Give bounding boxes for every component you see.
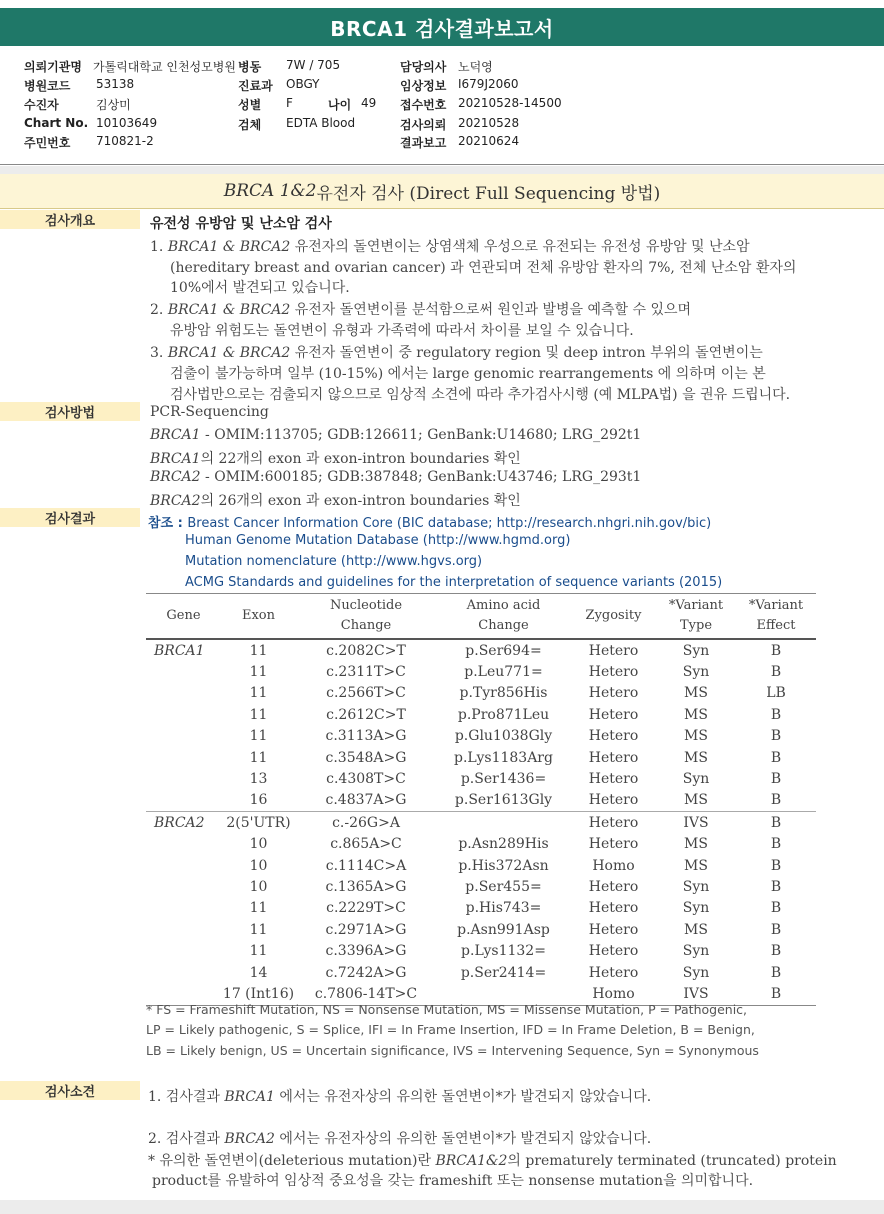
- cell-variant-type: MS: [684, 792, 708, 809]
- cell-zygosity: Hetero: [588, 728, 639, 745]
- test-title: [0, 174, 884, 209]
- cell-exon: 17 (Int16): [221, 983, 296, 1005]
- cell-variant-type: MS: [684, 857, 708, 874]
- cell-nucleotide-change: c.-26G>A: [296, 812, 436, 834]
- cell-exon: 11: [249, 728, 268, 745]
- cell-amino-acid-change: p.Ser1436=: [460, 771, 547, 788]
- cell-variant-type: Syn: [682, 943, 710, 960]
- label-request-date: 검사의뢰: [400, 118, 447, 132]
- cell-variant-effect: B: [736, 983, 816, 1005]
- cell-exon: 11: [249, 900, 268, 917]
- value-request-date: 20210528: [458, 116, 520, 130]
- method-line-2: BRCA1 - OMIM:113705; GDB:126611; GenBank:U14680; LRG_292t1: [150, 427, 642, 443]
- column-header: Exon: [221, 594, 296, 640]
- cell-variant-effect: B: [770, 857, 782, 874]
- cell-variant-type: Syn: [682, 642, 710, 659]
- table-row: [146, 940, 816, 961]
- column-header: Gene: [146, 594, 221, 640]
- column-header: *Variant Effect: [736, 594, 816, 640]
- cell-exon: 11: [249, 642, 268, 659]
- reference-line-1: 참조 : Breast Cancer Information Core (BIC database; http://research.nhgri.nih.gov/bic): [148, 516, 712, 531]
- footnote-line-2: LP = Likely pathogenic, S = Splice, IFI = In Frame Insertion, IFD = In Frame Deletion, B = Benign,: [146, 1022, 755, 1037]
- cell-variant-type: MS: [684, 706, 708, 723]
- cell-amino-acid-change: p.His372Asn: [458, 857, 549, 874]
- label-report-date: 결과보고: [400, 136, 447, 150]
- cell-nucleotide-change: c.7242A>G: [325, 964, 407, 981]
- test-title-text: 유전자 검사 (Direct Full Sequencing 방법): [316, 183, 661, 204]
- value-clinical-info: I679J2060: [458, 77, 519, 91]
- cell-variant-effect: B: [770, 771, 782, 788]
- table-row: [146, 639, 816, 661]
- table-row: [146, 876, 816, 897]
- label-requesting-institution: 의뢰기관명: [24, 60, 82, 74]
- cell-amino-acid-change: p.Ser455=: [465, 878, 542, 895]
- cell-variant-type: Syn: [682, 964, 710, 981]
- column-header: *Variant Type: [656, 594, 736, 640]
- value-sex: F: [286, 96, 293, 110]
- cell-nucleotide-change: c.4308T>C: [326, 771, 406, 788]
- cell-variant-type: MS: [684, 921, 708, 938]
- cell-amino-acid-change: p.Ser2414=: [460, 964, 547, 981]
- cell-variant-effect: B: [770, 964, 782, 981]
- cell-gene: [146, 747, 221, 768]
- cell-variant-effect: B: [770, 664, 782, 681]
- cell-gene: [146, 962, 221, 983]
- cell-nucleotide-change: c.2566T>C: [326, 685, 406, 702]
- label-patient-name: 수진자: [24, 98, 59, 112]
- cell-zygosity: Hetero: [571, 812, 656, 834]
- cell-nucleotide-change: c.865A>C: [330, 836, 402, 853]
- value-accession-number: 20210528-14500: [458, 96, 562, 110]
- cell-zygosity: Hetero: [588, 642, 639, 659]
- section-gap: [0, 166, 884, 174]
- cell-exon: 11: [249, 943, 268, 960]
- method-line-3: BRCA1의 22개의 exon 과 exon-intron boundaries 확인: [150, 451, 521, 467]
- overview-heading: 유전성 유방암 및 난소암 검사: [150, 216, 332, 232]
- cell-nucleotide-change: c.3396A>G: [325, 943, 407, 960]
- cell-nucleotide-change: c.3113A>G: [325, 728, 407, 745]
- cell-gene: [146, 704, 221, 725]
- cell-gene: [146, 919, 221, 940]
- variant-table: [146, 593, 816, 1006]
- cell-exon: 10: [249, 857, 268, 874]
- cell-zygosity: Hetero: [588, 685, 639, 702]
- cell-variant-effect: B: [770, 836, 782, 853]
- opinion-note-2: product를 유발하여 임상적 중요성을 갖는 frameshift 또는 nonsense mutation을 의미합니다.: [152, 1173, 754, 1189]
- cell-zygosity: Hetero: [588, 749, 639, 766]
- cell-variant-type: Syn: [682, 664, 710, 681]
- table-row: [146, 768, 816, 789]
- cell-variant-effect: B: [770, 706, 782, 723]
- cell-zygosity: Hetero: [588, 900, 639, 917]
- section-label-result: 검사결과: [0, 508, 140, 527]
- cell-amino-acid-change: p.Lys1132=: [461, 943, 546, 960]
- value-patient-name: 김상미: [96, 98, 131, 112]
- cell-variant-type: Syn: [682, 900, 710, 917]
- cell-variant-effect: B: [770, 728, 782, 745]
- cell-variant-effect: B: [770, 642, 782, 659]
- label-specimen: 검체: [238, 118, 262, 132]
- cell-gene: [146, 768, 221, 789]
- overview-line-7: 검출이 불가능하며 일부 (10-15%) 에서는 large genomic rearrangements 에 의하며 이는 본: [170, 366, 766, 382]
- patient-info: [0, 50, 884, 162]
- table-header: [146, 594, 816, 640]
- cell-nucleotide-change: c.2311T>C: [326, 664, 406, 681]
- cell-variant-type: MS: [684, 728, 708, 745]
- cell-amino-acid-change: p.His743=: [465, 900, 542, 917]
- section-label-overview: 검사개요: [0, 210, 140, 229]
- divider: [0, 164, 884, 165]
- cell-amino-acid-change: p.Glu1038Gly: [454, 728, 553, 745]
- cell-amino-acid-change: p.Asn991Asp: [457, 921, 550, 938]
- cell-gene: [146, 834, 221, 855]
- cell-gene: BRCA2: [146, 812, 221, 834]
- cell-exon: 10: [249, 878, 268, 895]
- cell-gene: [146, 855, 221, 876]
- cell-exon: 11: [249, 685, 268, 702]
- overview-line-8: 검사법만으로는 검출되지 않으므로 임상적 소견에 따라 추가검사시행 (예 MLPA법) 을 권유 드립니다.: [170, 387, 791, 403]
- value-resident-number: 710821-2: [96, 134, 154, 148]
- cell-zygosity: Hetero: [588, 771, 639, 788]
- cell-variant-type: MS: [684, 836, 708, 853]
- overview-line-2: (hereditary breast and ovarian cancer) 과 연관되며 전체 유방암 환자의 7%, 전체 난소암 환자의: [170, 260, 797, 276]
- label-chart-no: Chart No.: [24, 116, 89, 130]
- overview-line-4: 2. BRCA1 & BRCA2 유전자 돌연변이를 분석함으로써 원인과 발병을 예측할 수 있으며: [150, 302, 692, 318]
- column-header: Zygosity: [571, 594, 656, 640]
- cell-variant-effect: B: [770, 749, 782, 766]
- value-requesting-institution: 가톨릭대학교 인천성모병원: [93, 60, 236, 74]
- overview-line-3: 10%에서 발견되고 있습니다.: [170, 280, 350, 296]
- value-specimen: EDTA Blood: [286, 116, 356, 130]
- value-physician: 노덕영: [458, 60, 493, 74]
- table-row: [146, 704, 816, 725]
- table-row: [146, 747, 816, 768]
- table-row: [146, 683, 816, 704]
- method-line-5: BRCA2의 26개의 exon 과 exon-intron boundaries 확인: [150, 493, 521, 509]
- cell-variant-type: Syn: [682, 878, 710, 895]
- cell-gene: [146, 940, 221, 961]
- cell-zygosity: Hetero: [588, 706, 639, 723]
- label-age: 나이: [328, 98, 352, 112]
- cell-variant-type: MS: [684, 685, 708, 702]
- cell-variant-effect: B: [770, 921, 782, 938]
- cell-variant-effect: B: [770, 943, 782, 960]
- cell-gene: [146, 898, 221, 919]
- table-row: [146, 834, 816, 855]
- cell-variant-effect: B: [770, 900, 782, 917]
- table-row: [146, 661, 816, 682]
- cell-nucleotide-change: c.7806-14T>C: [296, 983, 436, 1005]
- cell-exon: 10: [249, 836, 268, 853]
- overview-line-1: 1. BRCA1 & BRCA2 유전자의 돌연변이는 상염색체 우성으로 유전되는 유전성 유방암 및 난소암: [150, 239, 750, 255]
- table-row: [146, 790, 816, 812]
- column-header: Amino acid Change: [436, 594, 571, 640]
- cell-variant-effect: B: [770, 792, 782, 809]
- cell-exon: 14: [249, 964, 268, 981]
- cell-zygosity: Homo: [592, 857, 635, 874]
- page-bottom: [0, 1200, 884, 1214]
- cell-exon: 16: [249, 792, 268, 809]
- table-row: [146, 855, 816, 876]
- opinion-line-2: 2. 검사결과 BRCA2 에서는 유전자상의 유의한 돌연변이*가 발견되지 않았습니다.: [148, 1131, 652, 1147]
- table-row: [146, 812, 816, 834]
- overview-line-5: 유방암 위험도는 돌연변이 유형과 가족력에 따라서 차이를 보일 수 있습니다.: [170, 323, 634, 339]
- cell-zygosity: Hetero: [588, 943, 639, 960]
- report-title: BRCA1 검사결과보고서: [0, 8, 884, 46]
- cell-amino-acid-change: p.Asn289His: [458, 836, 549, 853]
- label-ward: 병동: [238, 60, 262, 74]
- cell-amino-acid-change: p.Ser694=: [465, 642, 542, 659]
- reference-line-4: ACMG Standards and guidelines for the interpretation of sequence variants (2015): [185, 575, 723, 590]
- cell-nucleotide-change: c.1114C>A: [325, 857, 407, 874]
- cell-nucleotide-change: c.2229T>C: [326, 900, 406, 917]
- cell-variant-type: IVS: [656, 812, 736, 834]
- label-department: 진료과: [238, 79, 273, 93]
- footnote-line-3: LB = Likely benign, US = Uncertain significance, IVS = Intervening Sequence, Syn = Synonymous: [146, 1043, 759, 1058]
- section-label-opinion: 검사소견: [0, 1081, 140, 1100]
- cell-variant-effect: B: [736, 812, 816, 834]
- cell-zygosity: Hetero: [588, 964, 639, 981]
- cell-zygosity: Hetero: [588, 836, 639, 853]
- table-row: [146, 726, 816, 747]
- test-title-gene: BRCA 1&2: [223, 181, 317, 201]
- label-clinical-info: 임상정보: [400, 79, 447, 93]
- label-sex: 성별: [238, 98, 262, 112]
- cell-nucleotide-change: c.2082C>T: [326, 642, 406, 659]
- table-row: [146, 919, 816, 940]
- cell-exon: 11: [249, 706, 268, 723]
- cell-exon: 11: [249, 921, 268, 938]
- cell-variant-effect: B: [770, 878, 782, 895]
- opinion-line-1: 1. 검사결과 BRCA1 에서는 유전자상의 유의한 돌연변이*가 발견되지 않았습니다.: [148, 1089, 652, 1105]
- cell-exon: 11: [249, 749, 268, 766]
- cell-gene: BRCA1: [154, 642, 205, 659]
- value-report-date: 20210624: [458, 134, 520, 148]
- cell-gene: [146, 876, 221, 897]
- label-hospital-code: 병원코드: [24, 79, 71, 93]
- cell-gene: [146, 790, 221, 812]
- cell-amino-acid-change: p.Tyr856His: [459, 685, 548, 702]
- cell-exon: 13: [249, 771, 268, 788]
- method-line-4: BRCA2 - OMIM:600185; GDB:387848; GenBank:U43746; LRG_293t1: [150, 469, 642, 485]
- cell-zygosity: Homo: [571, 983, 656, 1005]
- cell-nucleotide-change: c.1365A>G: [325, 878, 407, 895]
- method-line-1: PCR-Sequencing: [150, 404, 269, 420]
- cell-exon: 11: [249, 664, 268, 681]
- table-row: [146, 962, 816, 983]
- label-physician: 담당의사: [400, 60, 447, 74]
- cell-zygosity: Hetero: [588, 921, 639, 938]
- cell-gene: [146, 661, 221, 682]
- cell-zygosity: Hetero: [588, 792, 639, 809]
- value-ward: 7W / 705: [286, 58, 341, 72]
- label-resident-number: 주민번호: [24, 136, 71, 150]
- column-header: Nucleotide Change: [296, 594, 436, 640]
- section-label-method: 검사방법: [0, 402, 140, 421]
- cell-nucleotide-change: c.3548A>G: [325, 749, 407, 766]
- cell-amino-acid-change: p.Leu771=: [464, 664, 543, 681]
- cell-amino-acid-change: p.Ser1613Gly: [454, 792, 553, 809]
- overview-line-6: 3. BRCA1 & BRCA2 유전자 돌연변이 중 regulatory region 및 deep intron 부위의 돌연변이는: [150, 345, 763, 361]
- reference-line-3: Mutation nomenclature (http://www.hgvs.org): [185, 554, 483, 569]
- opinion-note-1: * 유의한 돌연변이(deleterious mutation)란 BRCA1&2의 prematurely terminated (truncated) protein: [148, 1153, 837, 1169]
- cell-variant-effect: LB: [766, 685, 786, 702]
- cell-nucleotide-change: c.4837A>G: [325, 792, 407, 809]
- reference-line-2: Human Genome Mutation Database (http://www.hgmd.org): [185, 533, 571, 548]
- value-chart-no: 10103649: [96, 116, 158, 130]
- value-age: 49: [361, 96, 377, 110]
- value-department: OBGY: [286, 77, 320, 91]
- cell-zygosity: Hetero: [588, 878, 639, 895]
- cell-variant-type: MS: [684, 749, 708, 766]
- cell-variant-type: IVS: [656, 983, 736, 1005]
- cell-amino-acid-change: p.Pro871Leu: [457, 706, 550, 723]
- cell-gene: [146, 683, 221, 704]
- cell-exon: 2(5'UTR): [221, 812, 296, 834]
- cell-nucleotide-change: c.2612C>T: [326, 706, 406, 723]
- table-row: [146, 898, 816, 919]
- value-hospital-code: 53138: [96, 77, 135, 91]
- cell-nucleotide-change: c.2971A>G: [325, 921, 407, 938]
- cell-gene: [146, 726, 221, 747]
- cell-amino-acid-change: [436, 812, 571, 834]
- label-accession-number: 접수번호: [400, 98, 447, 112]
- cell-variant-type: Syn: [682, 771, 710, 788]
- footnote-line-1: * FS = Frameshift Mutation, NS = Nonsense Mutation, MS = Missense Mutation, P = Pathogenic,: [146, 1002, 748, 1017]
- cell-amino-acid-change: p.Lys1183Arg: [454, 749, 553, 766]
- cell-zygosity: Hetero: [588, 664, 639, 681]
